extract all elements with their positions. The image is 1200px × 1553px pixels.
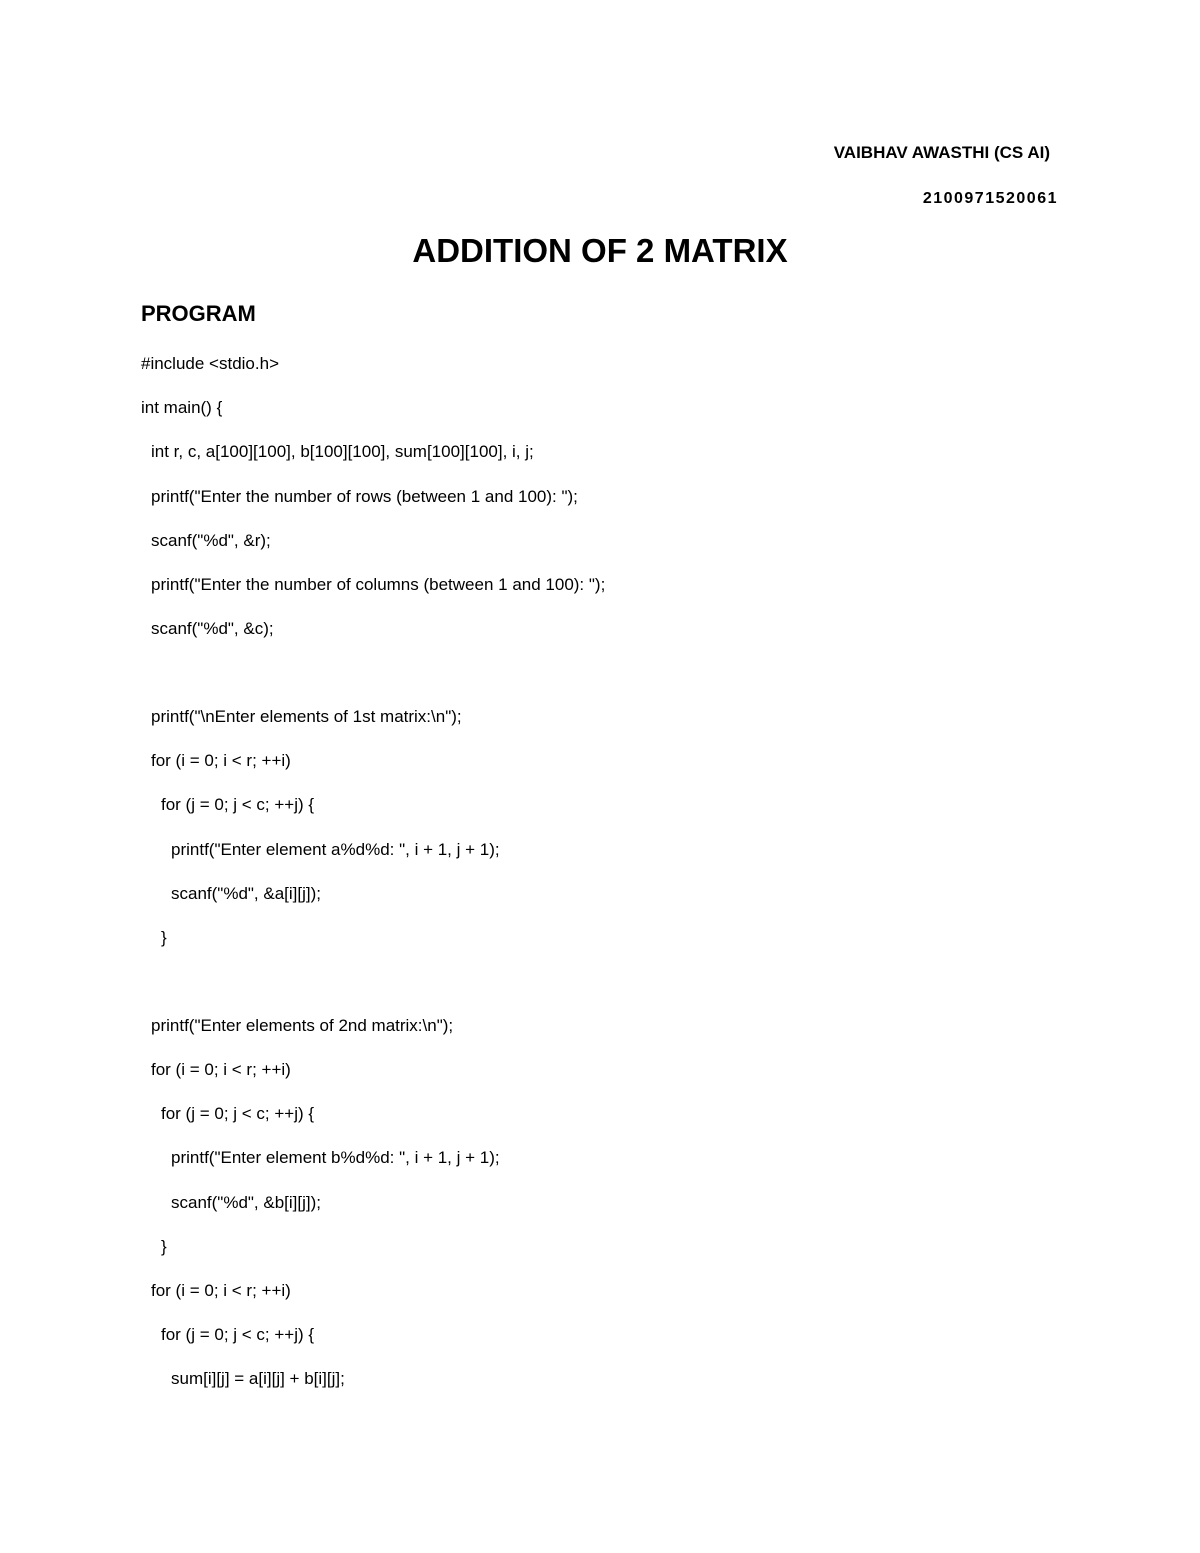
code-line: for (j = 0; j < c; ++j) { [161, 795, 315, 814]
code-line: printf("Enter element a%d%d: ", i + 1, j + 1); [171, 840, 500, 859]
code-line: printf("Enter the number of columns (between 1 and 100): "); [151, 575, 606, 594]
code-line: for (i = 0; i < r; ++i) [151, 1060, 291, 1079]
code-line: scanf("%d", &r); [151, 531, 271, 550]
code-line: printf("Enter elements of 2nd matrix:\n"); [151, 1016, 454, 1035]
code-line: for (i = 0; i < r; ++i) [151, 1281, 291, 1300]
code-line: } [161, 1237, 167, 1256]
code-line: for (i = 0; i < r; ++i) [151, 751, 291, 770]
section-heading: PROGRAM [141, 301, 256, 326]
code-line: printf("Enter the number of rows (between 1 and 100): "); [151, 487, 578, 506]
code-line: printf("Enter element b%d%d: ", i + 1, j + 1); [171, 1148, 500, 1167]
code-line: int main() { [141, 398, 223, 417]
document-title: ADDITION OF 2 MATRIX [412, 232, 788, 269]
code-line: scanf("%d", &a[i][j]); [171, 884, 322, 903]
code-line: sum[i][j] = a[i][j] + b[i][j]; [171, 1369, 345, 1388]
code-line: for (j = 0; j < c; ++j) { [161, 1104, 315, 1123]
code-line: for (j = 0; j < c; ++j) { [161, 1325, 315, 1344]
code-line: } [161, 928, 167, 947]
code-line: scanf("%d", &c); [151, 619, 274, 638]
code-line: int r, c, a[100][100], b[100][100], sum[100][100], i, j; [151, 442, 534, 461]
code-line: printf("\nEnter elements of 1st matrix:\n"); [151, 707, 462, 726]
author-name: VAIBHAV AWASTHI (CS AI) [833, 143, 1050, 162]
code-line: scanf("%d", &b[i][j]); [171, 1193, 322, 1212]
code-line: #include <stdio.h> [141, 354, 279, 373]
roll-number: 2100971520061 [922, 190, 1058, 207]
